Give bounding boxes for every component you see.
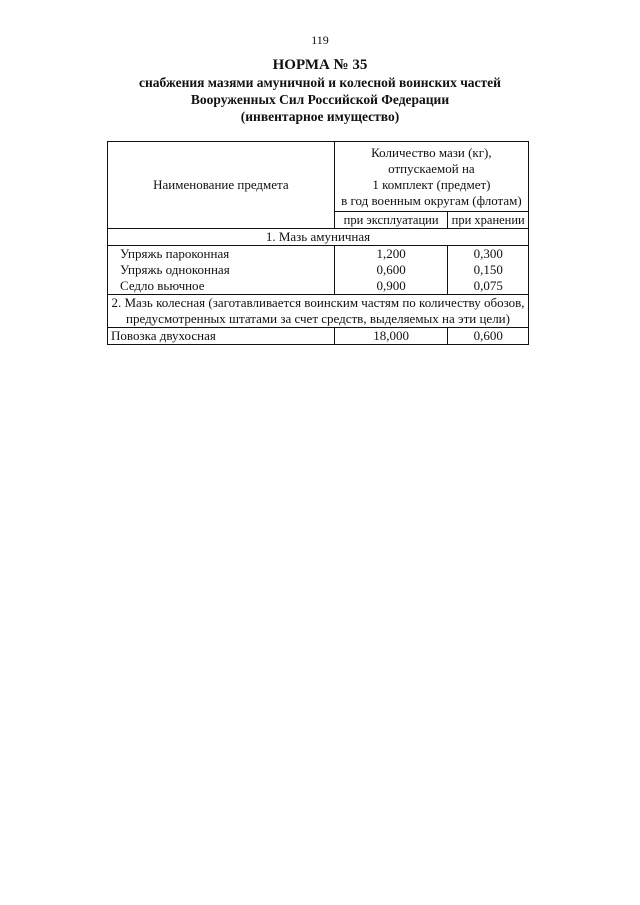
norm-subtitle-line2: Вооруженных Сил Российской Федерации	[190, 92, 450, 107]
norm-table	[107, 141, 529, 345]
item-storage: 0,075	[448, 278, 529, 295]
document-heading	[0, 56, 640, 125]
header-quantity-line: Количество мази (кг),	[371, 145, 492, 160]
table-row	[108, 262, 529, 278]
item-storage: 0,300	[448, 246, 529, 263]
item-exploitation: 0,600	[334, 262, 448, 278]
table-row	[108, 278, 529, 295]
norm-subtitle-line3: (инвентарное имущество)	[240, 109, 400, 124]
header-exploitation: при эксплуатации	[334, 212, 448, 229]
norm-title: НОРМА № 35	[272, 57, 368, 73]
header-quantity-line: 1 комплект (предмет)	[372, 177, 491, 192]
table-row	[108, 246, 529, 263]
section-2-title-line: 2. Мазь колесная (заготавливается воинским частям по количеству обозов,	[111, 295, 525, 310]
item-name: Повозка двухосная	[108, 328, 335, 345]
section-row	[108, 295, 529, 328]
page-number: 119	[311, 33, 329, 47]
header-storage: при хранении	[448, 212, 529, 229]
item-exploitation: 1,200	[334, 246, 448, 263]
item-name: Седло вьючное	[108, 278, 335, 295]
section-2-title-line: предусмотренных штатами за счет средств, выделяемых на эти цели)	[126, 311, 510, 326]
table-row	[108, 328, 529, 345]
header-quantity	[334, 142, 528, 212]
item-storage: 0,600	[448, 328, 529, 345]
header-quantity-line: отпускаемой на	[388, 161, 475, 176]
section-1-title: 1. Мазь амуничная	[108, 229, 529, 246]
item-storage: 0,150	[448, 262, 529, 278]
item-name: Упряжь одноконная	[108, 262, 335, 278]
item-exploitation: 0,900	[334, 278, 448, 295]
item-name: Упряжь пароконная	[108, 246, 335, 263]
norm-subtitle-line1: снабжения мазями амуничной и колесной воинских частей	[139, 75, 501, 90]
item-exploitation: 18,000	[334, 328, 448, 345]
section-row	[108, 229, 529, 246]
section-2-title	[108, 295, 529, 328]
table-header-row	[108, 142, 529, 212]
header-item-name: Наименование предмета	[108, 142, 335, 229]
header-quantity-line: в год военным округам (флотам)	[341, 193, 522, 208]
